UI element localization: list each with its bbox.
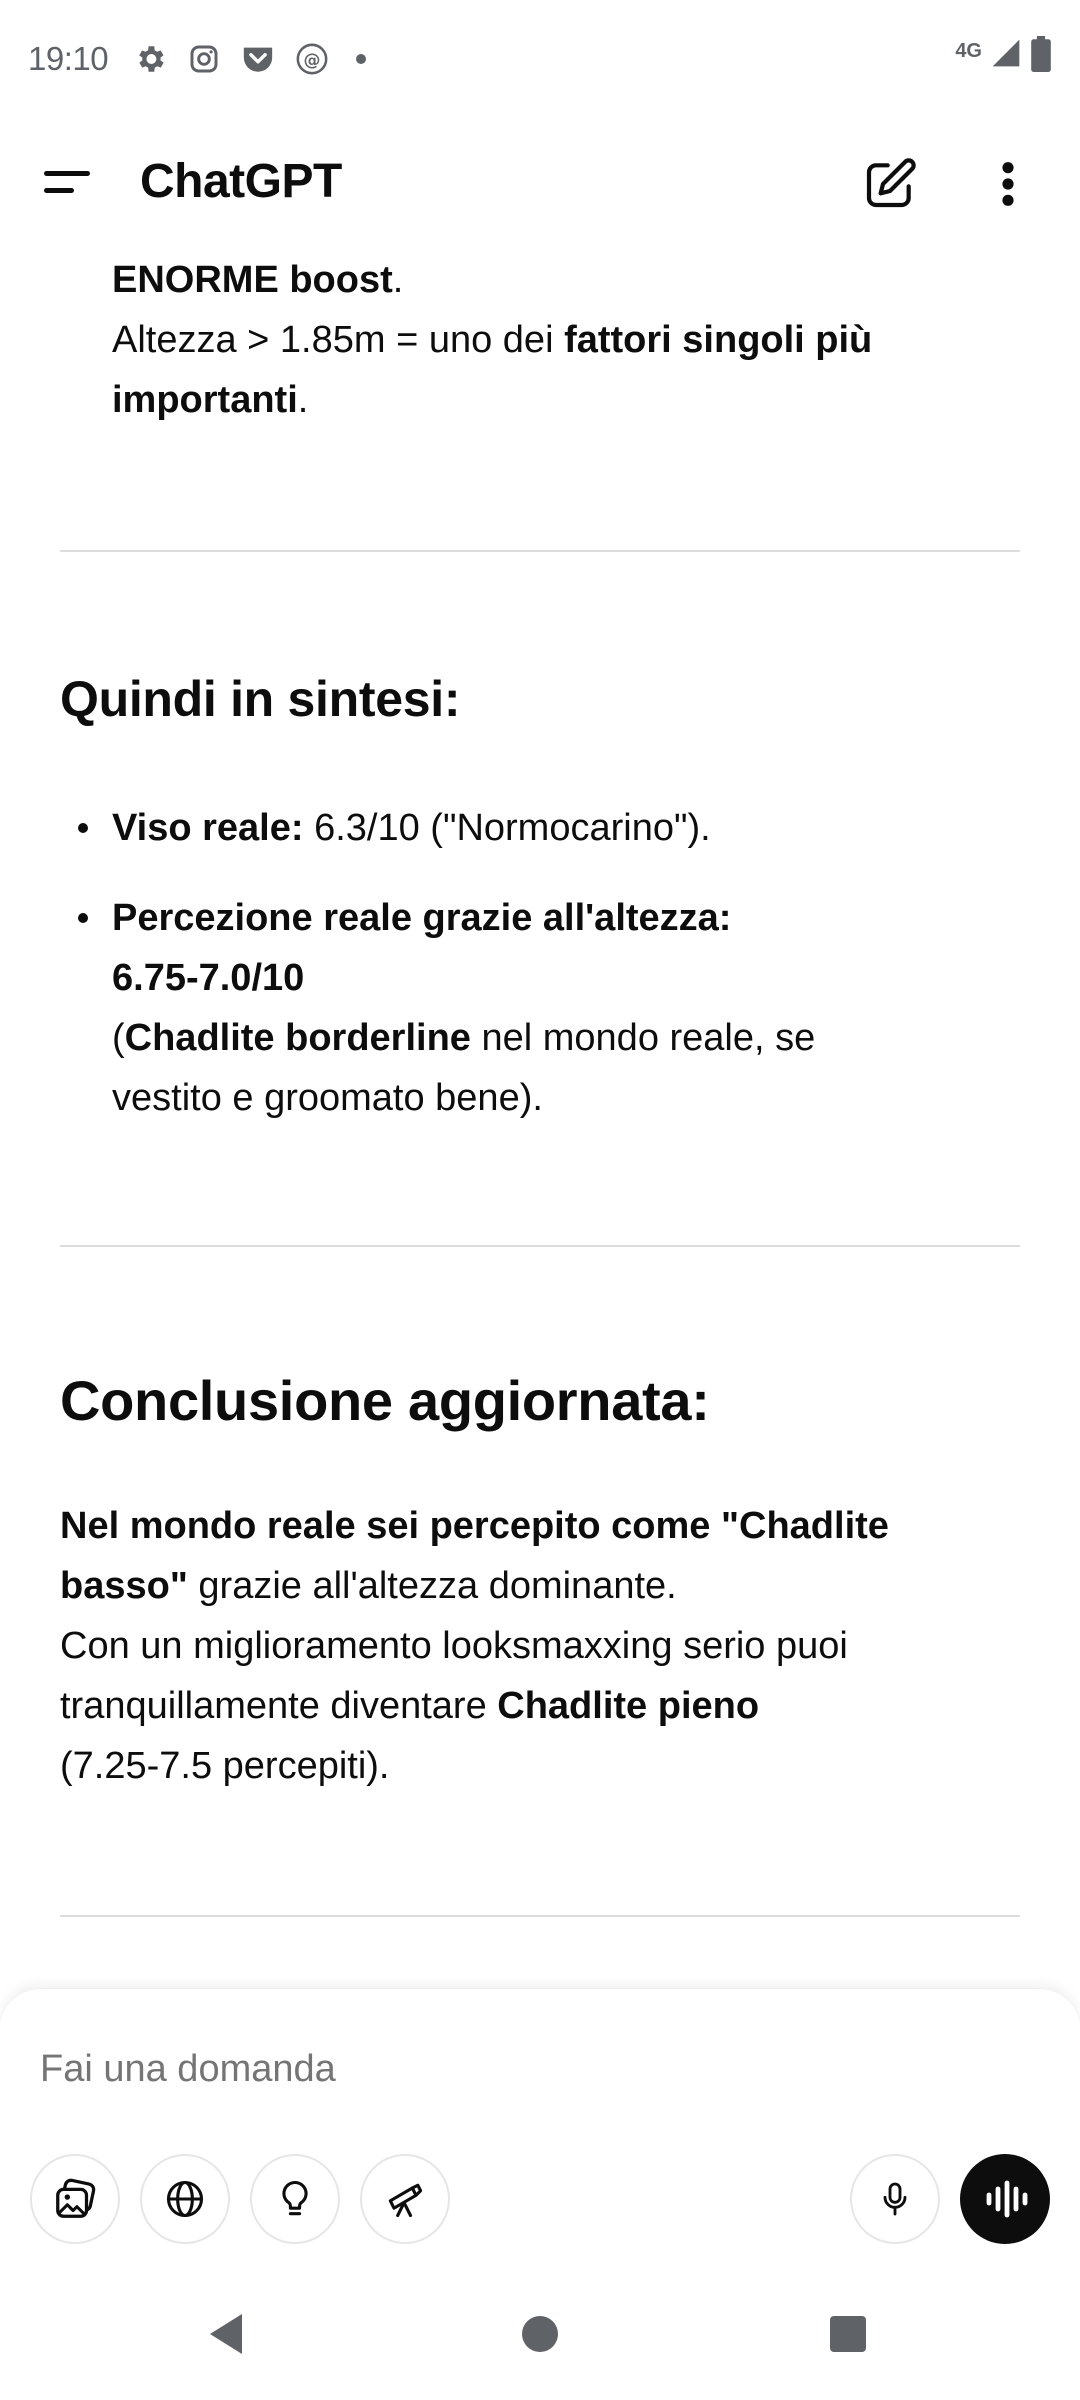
bullet-percezione-line-1: Percezione reale grazie all'altezza:: [112, 897, 732, 939]
network-type: 4G: [955, 40, 982, 62]
divider: [60, 550, 1020, 552]
bullet-dot: [78, 913, 88, 923]
status-time: 19:10: [28, 40, 109, 77]
more-vertical-icon[interactable]: [990, 156, 1026, 212]
summary-heading: Quindi in sintesi:: [60, 671, 461, 727]
ask-input[interactable]: [40, 2039, 940, 2099]
bullet-dot: [78, 823, 88, 833]
home-circle-icon[interactable]: [522, 2316, 558, 2352]
telescope-icon[interactable]: [360, 2154, 450, 2244]
conclusion-line-5: (7.25-7.5 percepiti).: [60, 1745, 390, 1787]
conclusion-heading: Conclusione aggiornata:: [60, 1369, 710, 1432]
conclusion-line-3: Con un miglioramento looksmaxxing serio puoi: [60, 1625, 848, 1667]
settings-icon: [132, 41, 168, 77]
system-nav-bar: [0, 2288, 1080, 2400]
pocket-icon: [240, 41, 276, 77]
globe-icon[interactable]: [140, 2154, 230, 2244]
image-library-icon[interactable]: [30, 2154, 120, 2244]
back-triangle-icon[interactable]: [206, 2312, 246, 2361]
recents-square-icon[interactable]: [830, 2316, 866, 2352]
bullet-percezione-line-3: (Chadlite borderline nel mondo reale, se: [112, 1017, 816, 1059]
cell-signal-icon: [990, 36, 1022, 75]
conclusion-line-1: Nel mondo reale sei percepito come "Chadlite: [60, 1505, 889, 1547]
menu-icon[interactable]: [44, 162, 94, 202]
intro-line-1: ENORME boost.: [112, 259, 404, 301]
divider: [60, 1245, 1020, 1247]
app-bar: [0, 118, 1080, 250]
divider: [60, 1915, 1020, 1917]
intro-line-3: importanti.: [112, 379, 309, 421]
bullet-percezione-line-4: vestito e groomato bene).: [112, 1077, 543, 1119]
svg-text:@: @: [303, 50, 321, 71]
battery-icon: [1030, 36, 1052, 77]
voice-mode-icon[interactable]: [960, 2154, 1050, 2244]
bullet-viso-reale: Viso reale: 6.3/10 ("Normocarino").: [112, 807, 711, 849]
status-bar: [0, 0, 1080, 118]
microphone-icon[interactable]: [850, 2154, 940, 2244]
app-title: ChatGPT: [140, 155, 342, 208]
notification-dot-icon: [356, 54, 366, 64]
threads-icon: [294, 41, 330, 77]
edit-icon[interactable]: [862, 156, 918, 212]
instagram-icon: [186, 41, 222, 77]
lightbulb-icon[interactable]: [250, 2154, 340, 2244]
intro-line-2: Altezza > 1.85m = uno dei fattori singoli più: [112, 319, 873, 361]
chat-message: [0, 250, 1080, 1990]
conclusion-line-2: basso" grazie all'altezza dominante.: [60, 1565, 677, 1607]
bullet-percezione-line-2: 6.75-7.0/10: [112, 957, 305, 999]
conclusion-line-4: tranquillamente diventare Chadlite pieno: [60, 1685, 760, 1727]
composer: [0, 1988, 1080, 2288]
